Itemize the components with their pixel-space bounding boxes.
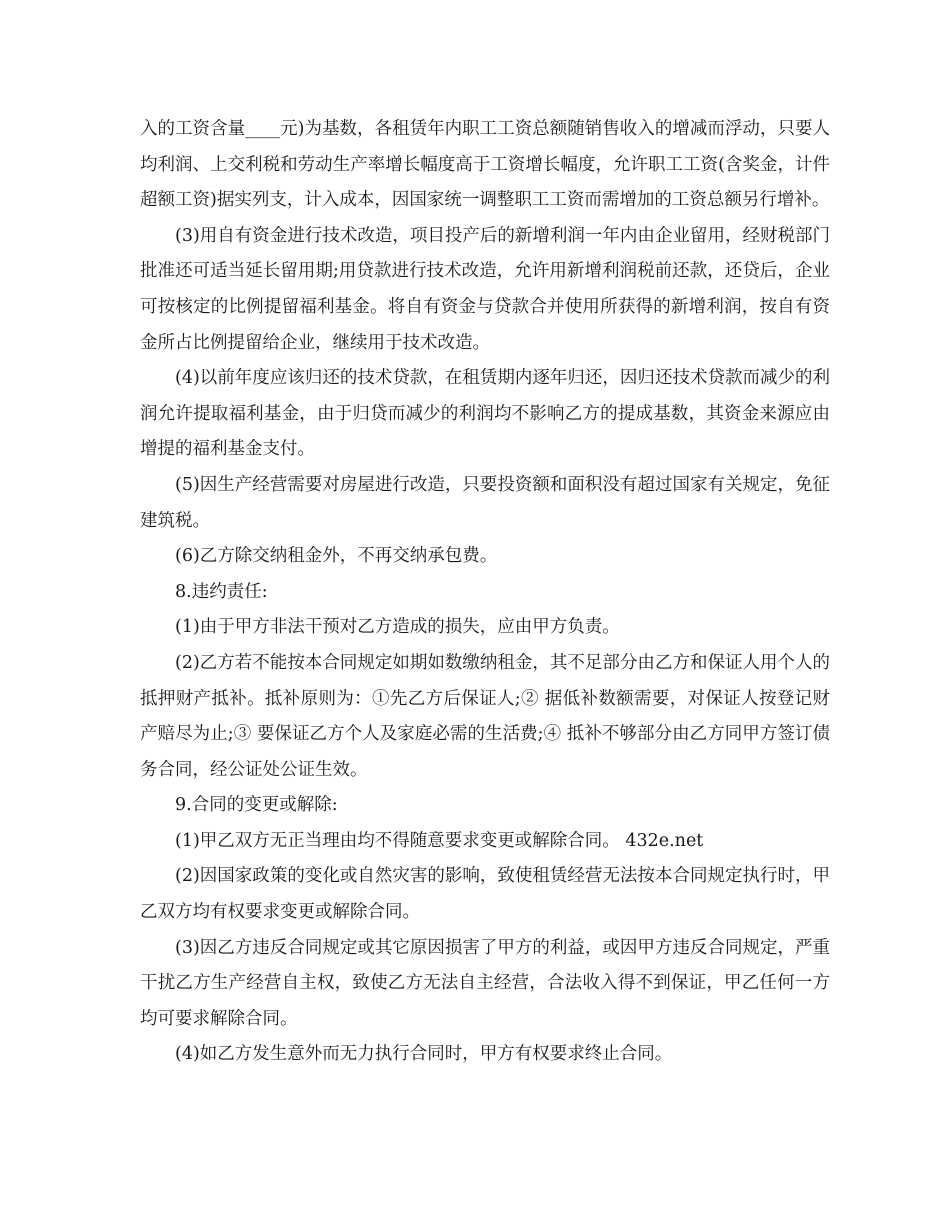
- paragraph-clause-3-tech-reform: (3)用自有资金进行技术改造，项目投产后的新增利润一年内由企业留用，经财税部门批准还可适当延长留用期;用贷款进行技术改造，允许用新增利润税前还款，还贷后，企业可按核定的比例提留福利基金。将自有资金与贷款合并使用所获得的新增利润，按自有资金所占比例提留给企业，继续用于技术改造。: [140, 225, 830, 353]
- paragraph-clause-6-rent: (6)乙方除交纳租金外，不再交纳承包费。: [175, 546, 498, 567]
- paragraph-breach-2: (2)乙方若不能按本合同规定如期如数缴纳租金，其不足部分由乙方和保证人用个人的抵押财产抵补。抵补原则为：①先乙方后保证人;② 据低补数额需要，对保证人按登记财产赔尽为止;③ 要保证乙方个人及家庭必需的生活费;④ 抵补不够部分由乙方同甲方签订债务合同，经公证处公证生效。: [140, 652, 830, 780]
- paragraph-change-2: (2)因国家政策的变化或自然灾害的影响，致使租赁经营无法按本合同规定执行时，甲乙双方均有权要求变更或解除合同。: [140, 866, 830, 923]
- paragraph-change-3: (3)因乙方违反合同规定或其它原因损害了甲方的利益，或因甲方违反合同规定，严重干扰乙方生产经营自主权，致使乙方无法自主经营，合法收入得不到保证，甲乙任何一方均可要求解除合同。: [140, 937, 830, 1029]
- paragraph-change-1: (1)甲乙双方无正当理由均不得随意要求变更或解除合同。 432e.net: [175, 830, 704, 851]
- section-heading-breach: 8.违约责任:: [175, 581, 268, 602]
- paragraph-clause-5-building: (5)因生产经营需要对房屋进行改造，只要投资额和面积没有超过国家有关规定，免征建筑税。: [140, 474, 830, 531]
- document-body: [140, 112, 830, 1073]
- paragraph-breach-1: (1)由于甲方非法干预对乙方造成的损失，应由甲方负责。: [175, 617, 620, 638]
- paragraph-change-4: (4)如乙方发生意外而无力执行合同时，甲方有权要求终止合同。: [175, 1044, 673, 1065]
- paragraph-wage-base: 入的工资含量____元)为基数，各租赁年内职工工资总额随销售收入的增减而浮动，只要人均利润、上交利税和劳动生产率增长幅度高于工资增长幅度，允许职工工资(含奖金，计件超额工资)据实列支，计入成本，因国家统一调整职工工资而需增加的工资总额另行增补。: [140, 119, 830, 211]
- paragraph-clause-4-tech-loan: (4)以前年度应该归还的技术贷款，在租赁期内逐年归还，因归还技术贷款而减少的利润允许提取福利基金，由于归贷而减少的利润均不影响乙方的提成基数，其资金来源应由增提的福利基金支付。: [140, 368, 830, 460]
- section-heading-change-termination: 9.合同的变更或解除:: [175, 795, 338, 816]
